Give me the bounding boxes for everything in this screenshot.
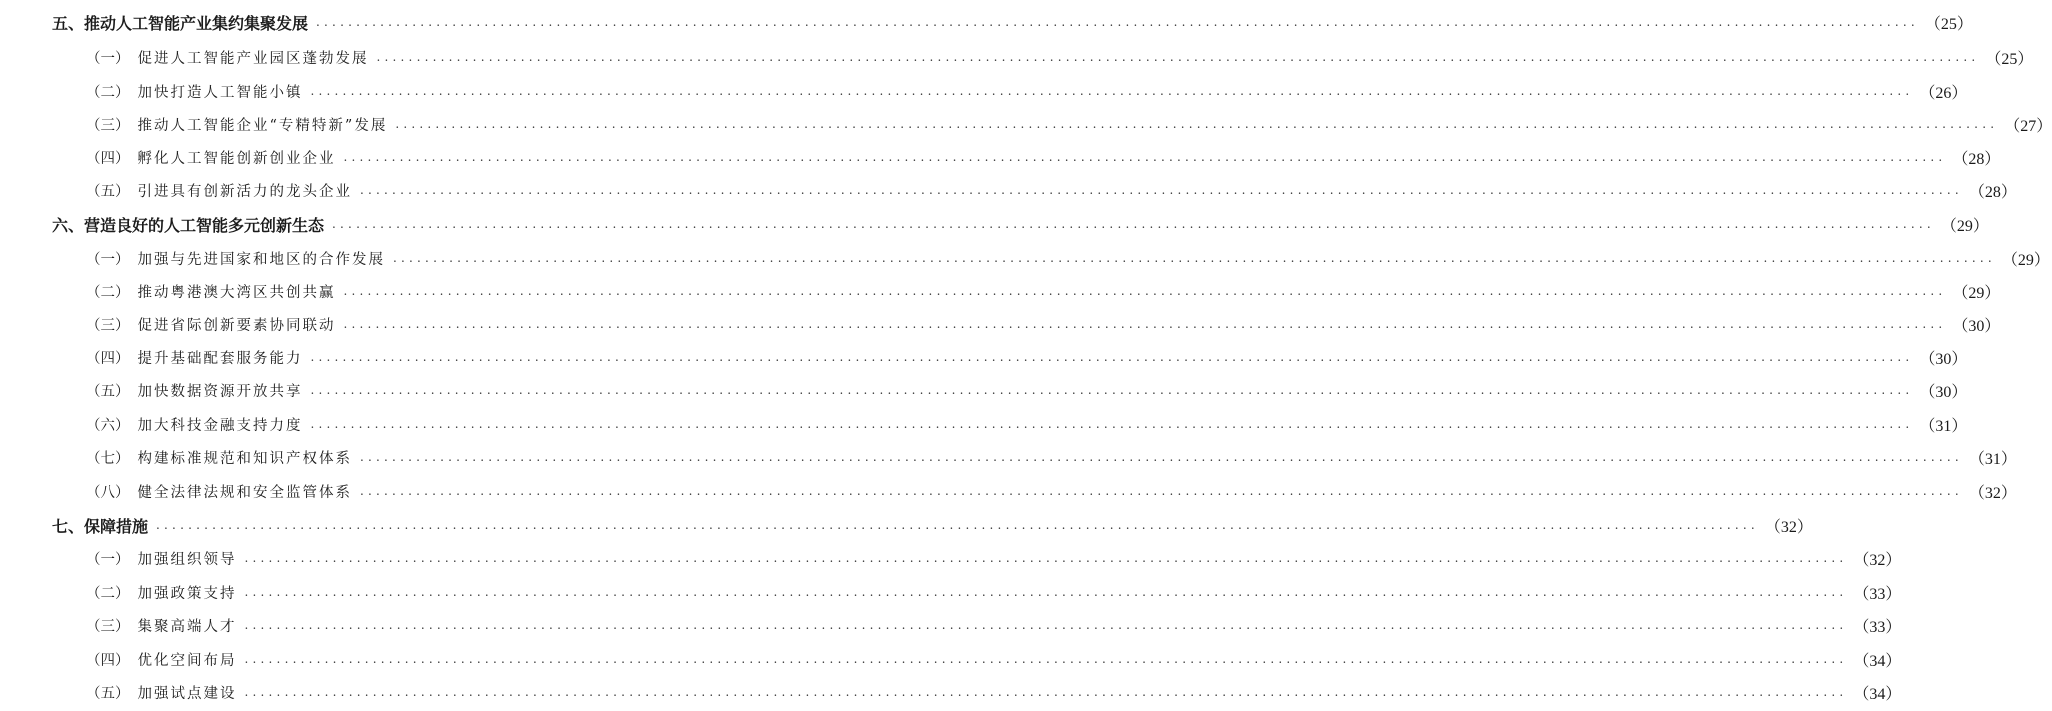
toc-dot-leader: ........................................................................................................................................................................................................ [332, 217, 1935, 231]
toc-page-number: （31） [1968, 450, 2017, 468]
toc-dot-leader: ........................................................................................................................................................................................................ [244, 585, 1848, 599]
toc-section-title: 营造良好的人工智能多元创新生态 [84, 215, 325, 235]
toc-dot-leader: ........................................................................................................................................................................................................ [244, 551, 1848, 565]
toc-entry-title: 加快打造人工智能小镇 [137, 84, 303, 101]
toc-entry-title: 集聚高端人才 [137, 618, 237, 635]
toc-section-heading[interactable] [52, 510, 1813, 540]
toc-section-label [52, 11, 308, 34]
toc-dot-leader: ........................................................................................................................................................................................................ [310, 350, 1914, 364]
toc-entry-title: 引进具有创新活力的龙头企业 [137, 183, 352, 200]
toc-entry-number: （一） [86, 251, 130, 268]
toc-section-label [52, 514, 148, 537]
toc-page-number: （30） [1952, 317, 2001, 335]
toc-page-number: （28） [1968, 183, 2017, 201]
toc-dot-leader: ........................................................................................................................................................................................................ [156, 518, 1759, 532]
toc-section-number: 七、 [52, 516, 85, 536]
toc-entry-number: （七） [86, 450, 130, 467]
toc-entry-title: 推动粤港澳大湾区共创共赢 [137, 284, 336, 301]
toc-page-number: （25） [1924, 15, 1973, 33]
toc-entry-label [86, 447, 352, 468]
toc-entry-label [86, 314, 336, 335]
toc-page-number: （32） [1764, 518, 1813, 536]
toc-entry-label [86, 347, 303, 368]
toc-dot-leader: ........................................................................................................................................................................................................ [343, 150, 1947, 164]
toc-entry-label [86, 682, 237, 703]
toc-entry[interactable] [86, 309, 2001, 339]
toc-entry-title: 加快数据资源开放共享 [137, 383, 303, 400]
toc-section-label [52, 213, 324, 236]
toc-page-number: （26） [1919, 84, 1968, 102]
toc-entry-title: 加强试点建设 [137, 685, 237, 702]
toc-entry-number: （四） [86, 350, 130, 367]
toc-page-number: （28） [1952, 150, 2001, 168]
toc-entry[interactable] [86, 677, 1902, 707]
toc-entry-label [86, 281, 336, 302]
toc-page-number: （30） [1919, 350, 1968, 368]
toc-entry-number: （三） [86, 117, 130, 134]
toc-dot-leader: ........................................................................................................................................................................................................ [310, 84, 1914, 98]
toc-entry-label [86, 81, 303, 102]
toc-entry-number: （五） [86, 685, 130, 702]
toc-entry-title: 加强组织领导 [137, 551, 237, 568]
toc-dot-leader: ........................................................................................................................................................................................................ [244, 652, 1848, 666]
toc-entry-number: （三） [86, 317, 130, 334]
toc-entry-label [86, 414, 303, 435]
toc-entry-title: 构建标准规范和知识产权体系 [137, 450, 352, 467]
toc-entry-number: （四） [86, 652, 130, 669]
toc-entry-label [86, 548, 237, 569]
toc-page-number: （33） [1853, 585, 1902, 603]
toc-page-number: （29） [1952, 284, 2001, 302]
toc-entry-title: 优化空间布局 [137, 652, 237, 669]
toc-section-heading[interactable] [52, 209, 1989, 239]
toc-dot-leader: ........................................................................................................................................................................................................ [360, 183, 1963, 197]
toc-entry[interactable] [86, 109, 2052, 139]
toc-entry-label [86, 114, 387, 135]
toc-entry-label [86, 649, 237, 670]
toc-entry-title: 促进人工智能产业园区蓬勃发展 [137, 50, 369, 67]
toc-dot-leader: ........................................................................................................................................................................................................ [316, 15, 1919, 29]
toc-entry-number: （八） [86, 484, 130, 501]
toc-entry-number: （三） [86, 618, 130, 635]
toc-page-number: （30） [1919, 383, 1968, 401]
toc-entry[interactable] [86, 644, 1902, 674]
toc-page-number: （25） [1985, 50, 2034, 68]
toc-entry-label [86, 481, 352, 502]
toc-entry-number: （二） [86, 84, 130, 101]
toc-section-heading[interactable] [52, 7, 1973, 37]
toc-dot-leader: ........................................................................................................................................................................................................ [393, 251, 1996, 265]
toc-dot-leader: ........................................................................................................................................................................................................ [360, 484, 1963, 498]
toc-dot-leader: ........................................................................................................................................................................................................ [343, 284, 1947, 298]
toc-entry-label [86, 582, 237, 603]
toc-dot-leader: ........................................................................................................................................................................................................ [360, 450, 1963, 464]
toc-section-title: 推动人工智能产业集约集聚发展 [84, 13, 309, 33]
toc-page-number: （29） [2001, 251, 2050, 269]
toc-entry[interactable] [86, 243, 2050, 273]
toc-entry-title: 推动人工智能企业“专精特新”发展 [137, 117, 388, 134]
toc-dot-leader: ........................................................................................................................................................................................................ [310, 383, 1914, 397]
toc-entry-number: （四） [86, 150, 130, 167]
toc-dot-leader: ........................................................................................................................................................................................................ [244, 618, 1848, 632]
toc-entry[interactable] [86, 142, 2001, 172]
toc-entry-title: 提升基础配套服务能力 [137, 350, 303, 367]
toc-entry[interactable] [86, 175, 2017, 205]
toc-entry[interactable] [86, 577, 1902, 607]
toc-entry-title: 促进省际创新要素协同联动 [137, 317, 336, 334]
toc-entry-number: （二） [86, 284, 130, 301]
toc-entry-title: 加强与先进国家和地区的合作发展 [137, 251, 385, 268]
toc-section-number: 五、 [52, 13, 85, 33]
toc-section-title: 保障措施 [84, 516, 149, 536]
toc-entry[interactable] [86, 276, 2001, 306]
toc-dot-leader: ........................................................................................................................................................................................................ [310, 417, 1914, 431]
toc-entry[interactable] [86, 543, 1902, 573]
toc-entry[interactable] [86, 76, 1968, 106]
toc-entry-number: （五） [86, 183, 130, 200]
toc-entry-title: 孵化人工智能创新创业企业 [137, 150, 336, 167]
toc-page-number: （32） [1968, 484, 2017, 502]
toc-entry[interactable] [86, 42, 2034, 72]
toc-dot-leader: ........................................................................................................................................................................................................ [376, 50, 1980, 64]
toc-entry-label [86, 380, 303, 401]
toc-dot-leader: ........................................................................................................................................................................................................ [343, 317, 1947, 331]
toc-entry-number: （五） [86, 383, 130, 400]
toc-entry-number: （一） [86, 50, 130, 67]
toc-entry-title: 加强政策支持 [137, 585, 237, 602]
toc-page-number: （31） [1919, 417, 1968, 435]
toc-entry-label [86, 180, 352, 201]
toc-entry-label [86, 615, 237, 636]
toc-dot-leader: ........................................................................................................................................................................................................ [395, 117, 1999, 131]
toc-entry[interactable] [86, 409, 1968, 439]
toc-page-number: （33） [1853, 618, 1902, 636]
toc-entry-label [86, 248, 385, 269]
toc-entry-title: 加大科技金融支持力度 [137, 417, 303, 434]
toc-page-number: （29） [1940, 217, 1989, 235]
toc-page-number: （34） [1853, 685, 1902, 703]
toc-entry[interactable] [86, 342, 1968, 372]
toc-entry-label [86, 147, 336, 168]
toc-entry-number: （二） [86, 585, 130, 602]
toc-entry[interactable] [86, 375, 1968, 405]
toc-entry[interactable] [86, 442, 2017, 472]
toc-entry[interactable] [86, 476, 2017, 506]
toc-entry-number: （六） [86, 417, 130, 434]
toc-dot-leader: ........................................................................................................................................................................................................ [244, 685, 1848, 699]
toc-page-number: （32） [1853, 551, 1902, 569]
toc-entry-label [86, 47, 369, 68]
toc-entry-number: （一） [86, 551, 130, 568]
toc-section-number: 六、 [52, 215, 85, 235]
toc-page-number: （27） [2004, 117, 2052, 135]
toc-entry[interactable] [86, 610, 1902, 640]
toc-entry-title: 健全法律法规和安全监管体系 [137, 484, 352, 501]
toc-page-number: （34） [1853, 652, 1902, 670]
